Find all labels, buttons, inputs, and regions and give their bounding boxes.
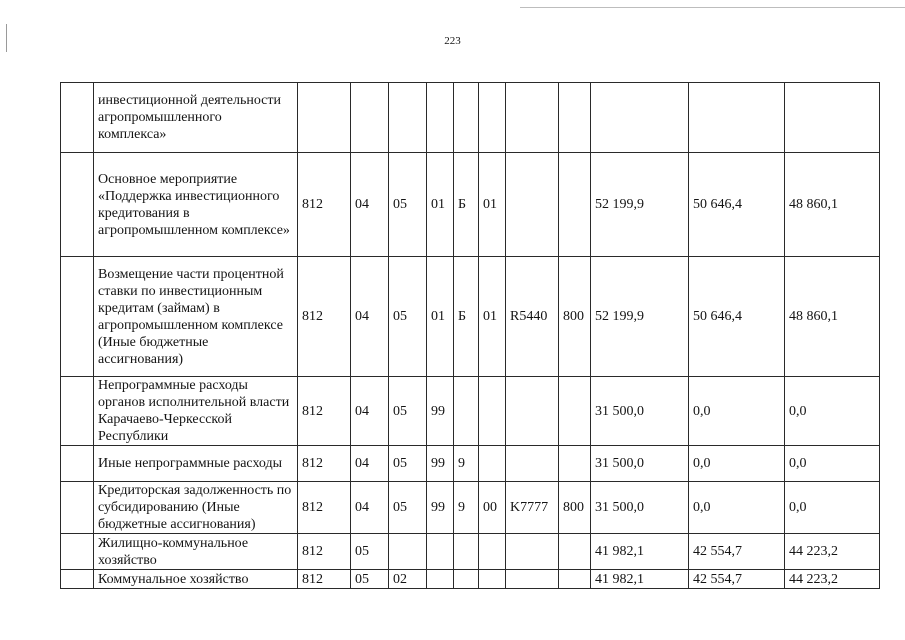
row-number-cell [61,446,94,482]
subsection-code [389,83,427,153]
table-row [61,534,880,570]
row-number-cell [61,257,94,377]
section-code [351,83,389,153]
section-code: 05 [351,534,389,570]
direction-code [506,570,559,589]
event-code [479,570,506,589]
direction-code [506,534,559,570]
expense-type-code [559,570,591,589]
item-name: Основное мероприятие «Поддержка инвестиционного кредитования в агропромышленном комплексе» [94,153,298,257]
section-code: 04 [351,377,389,446]
amount-year-1: 31 500,0 [591,377,689,446]
event-code: 01 [479,257,506,377]
program-code: 99 [427,482,454,534]
item-name: Возмещение части процентной ставки по инвестиционным кредитам (займам) в агропромышленном комплексе (Иные бюджетные ассигнования) [94,257,298,377]
direction-code [506,83,559,153]
event-code [479,377,506,446]
table-row [61,377,880,446]
amount-year-1: 41 982,1 [591,570,689,589]
amount-year-3: 44 223,2 [785,534,880,570]
program-code [427,534,454,570]
section-code: 04 [351,153,389,257]
ministry-code: 812 [298,377,351,446]
scan-edge-left [6,24,7,52]
ministry-code: 812 [298,570,351,589]
item-name: Непрограммные расходы органов исполнительной власти Карачаево-Черкесской Республики [94,377,298,446]
direction-code [506,377,559,446]
program-code [427,570,454,589]
amount-year-3: 0,0 [785,482,880,534]
amount-year-1: 52 199,9 [591,257,689,377]
table-row [61,570,880,589]
amount-year-3: 0,0 [785,377,880,446]
direction-code [506,153,559,257]
ministry-code: 812 [298,482,351,534]
amount-year-1: 52 199,9 [591,153,689,257]
expense-type-code: 800 [559,482,591,534]
amount-year-3: 48 860,1 [785,257,880,377]
ministry-code: 812 [298,534,351,570]
item-name: Коммунальное хозяйство [94,570,298,589]
subsection-code: 05 [389,446,427,482]
subprogram-code [454,377,479,446]
amount-year-3: 0,0 [785,446,880,482]
ministry-code: 812 [298,257,351,377]
row-number-cell [61,534,94,570]
section-code: 04 [351,446,389,482]
amount-year-1 [591,83,689,153]
item-name: инвестиционной деятельности агропромышленного комплекса» [94,83,298,153]
event-code [479,83,506,153]
table-row [61,257,880,377]
subprogram-code: 9 [454,446,479,482]
amount-year-2: 50 646,4 [689,257,785,377]
item-name: Жилищно-коммунальное хозяйство [94,534,298,570]
amount-year-1: 41 982,1 [591,534,689,570]
table-row [61,83,880,153]
amount-year-1: 31 500,0 [591,482,689,534]
item-name: Иные непрограммные расходы [94,446,298,482]
amount-year-2: 42 554,7 [689,534,785,570]
subprogram-code: Б [454,257,479,377]
subsection-code [389,534,427,570]
table-row [61,153,880,257]
expense-type-code [559,153,591,257]
amount-year-3: 44 223,2 [785,570,880,589]
event-code: 01 [479,153,506,257]
subprogram-code: 9 [454,482,479,534]
expense-type-code: 800 [559,257,591,377]
expense-type-code [559,446,591,482]
subsection-code: 05 [389,257,427,377]
event-code [479,534,506,570]
program-code [427,83,454,153]
section-code: 04 [351,482,389,534]
subsection-code: 05 [389,153,427,257]
scan-edge-top-right [520,7,905,8]
row-number-cell [61,482,94,534]
row-number-cell [61,570,94,589]
budget-table [60,82,880,589]
subprogram-code [454,570,479,589]
item-name: Кредиторская задолженность по субсидированию (Иные бюджетные ассигнования) [94,482,298,534]
expense-type-code [559,534,591,570]
table-row [61,446,880,482]
row-number-cell [61,83,94,153]
event-code: 00 [479,482,506,534]
amount-year-2: 0,0 [689,482,785,534]
program-code: 01 [427,257,454,377]
amount-year-2: 42 554,7 [689,570,785,589]
amount-year-1: 31 500,0 [591,446,689,482]
amount-year-2: 50 646,4 [689,153,785,257]
ministry-code [298,83,351,153]
direction-code [506,446,559,482]
subprogram-code [454,83,479,153]
direction-code: K7777 [506,482,559,534]
expense-type-code [559,83,591,153]
program-code: 01 [427,153,454,257]
subsection-code: 05 [389,482,427,534]
amount-year-3 [785,83,880,153]
expense-type-code [559,377,591,446]
ministry-code: 812 [298,153,351,257]
page-number: 223 [444,35,461,47]
subsection-code: 02 [389,570,427,589]
direction-code: R5440 [506,257,559,377]
subsection-code: 05 [389,377,427,446]
subprogram-code [454,534,479,570]
amount-year-2: 0,0 [689,377,785,446]
table-row [61,482,880,534]
section-code: 05 [351,570,389,589]
amount-year-2: 0,0 [689,446,785,482]
program-code: 99 [427,377,454,446]
amount-year-3: 48 860,1 [785,153,880,257]
section-code: 04 [351,257,389,377]
ministry-code: 812 [298,446,351,482]
amount-year-2 [689,83,785,153]
subprogram-code: Б [454,153,479,257]
row-number-cell [61,377,94,446]
event-code [479,446,506,482]
program-code: 99 [427,446,454,482]
row-number-cell [61,153,94,257]
